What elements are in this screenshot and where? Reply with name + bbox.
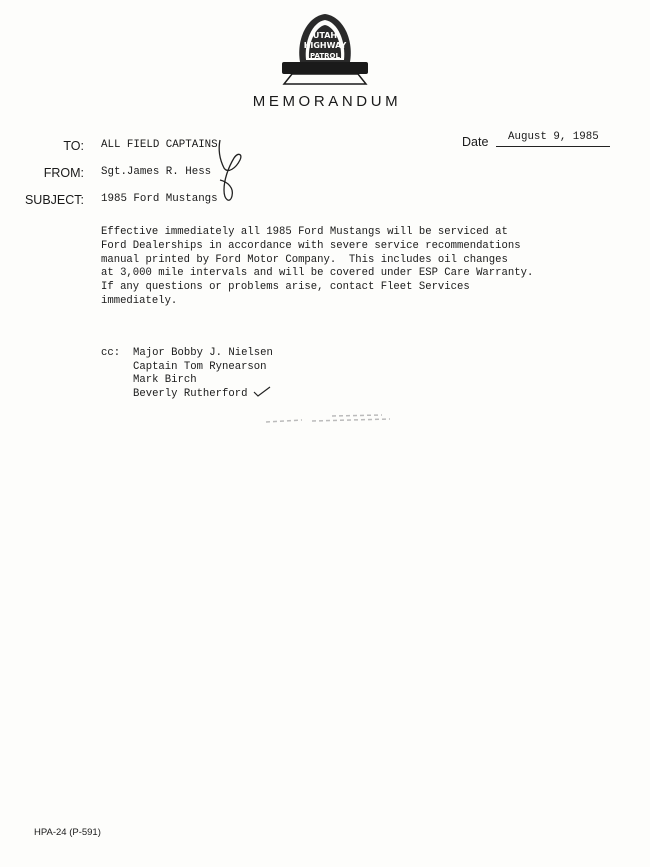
body-line: Effective immediately all 1985 Ford Mustangs will be serviced at [101,226,508,238]
cc-name: Beverly Rutherford [133,387,248,400]
body-line: Ford Dealerships in accordance with severe service recommendations [101,239,521,252]
date-underline [496,146,610,147]
body-line: If any questions or problems arise, contact Fleet Services [101,281,470,294]
to-value: ALL FIELD CAPTAINS [101,139,218,151]
logo-text-utah: UTAH [312,31,338,40]
cc-label: cc: [101,347,121,359]
logo-text-patrol: PATROL [310,52,340,60]
body-line: manual printed by Ford Motor Company. This includes oil changes [101,253,508,266]
memo-title: MEMORANDUM [252,93,402,110]
handwritten-initials [206,138,246,208]
from-value: Sgt.James R. Hess [101,166,212,178]
memo-body [101,226,571,309]
to-label: TO: [63,139,84,153]
cc-name: Major Bobby J. Nielsen [133,347,273,359]
subject-label: SUBJECT: [24,193,84,207]
form-number: HPA-24 (P-591) [34,827,101,838]
cc-name: Mark Birch [133,374,197,386]
body-line: immediately. [101,294,178,307]
date-value: August 9, 1985 [508,131,599,143]
utah-highway-patrol-logo [278,8,372,90]
subject-value: 1985 Ford Mustangs [101,193,218,205]
checkmark-icon [252,384,272,398]
cc-name: Captain Tom Rynearson [133,360,267,373]
scan-smudge [262,410,392,430]
date-label: Date [462,135,489,149]
logo-text-highway: HIGHWAY [303,41,347,50]
body-line: at 3,000 mile intervals and will be covered under ESP Care Warranty. [101,267,534,280]
from-label: FROM: [43,166,84,180]
